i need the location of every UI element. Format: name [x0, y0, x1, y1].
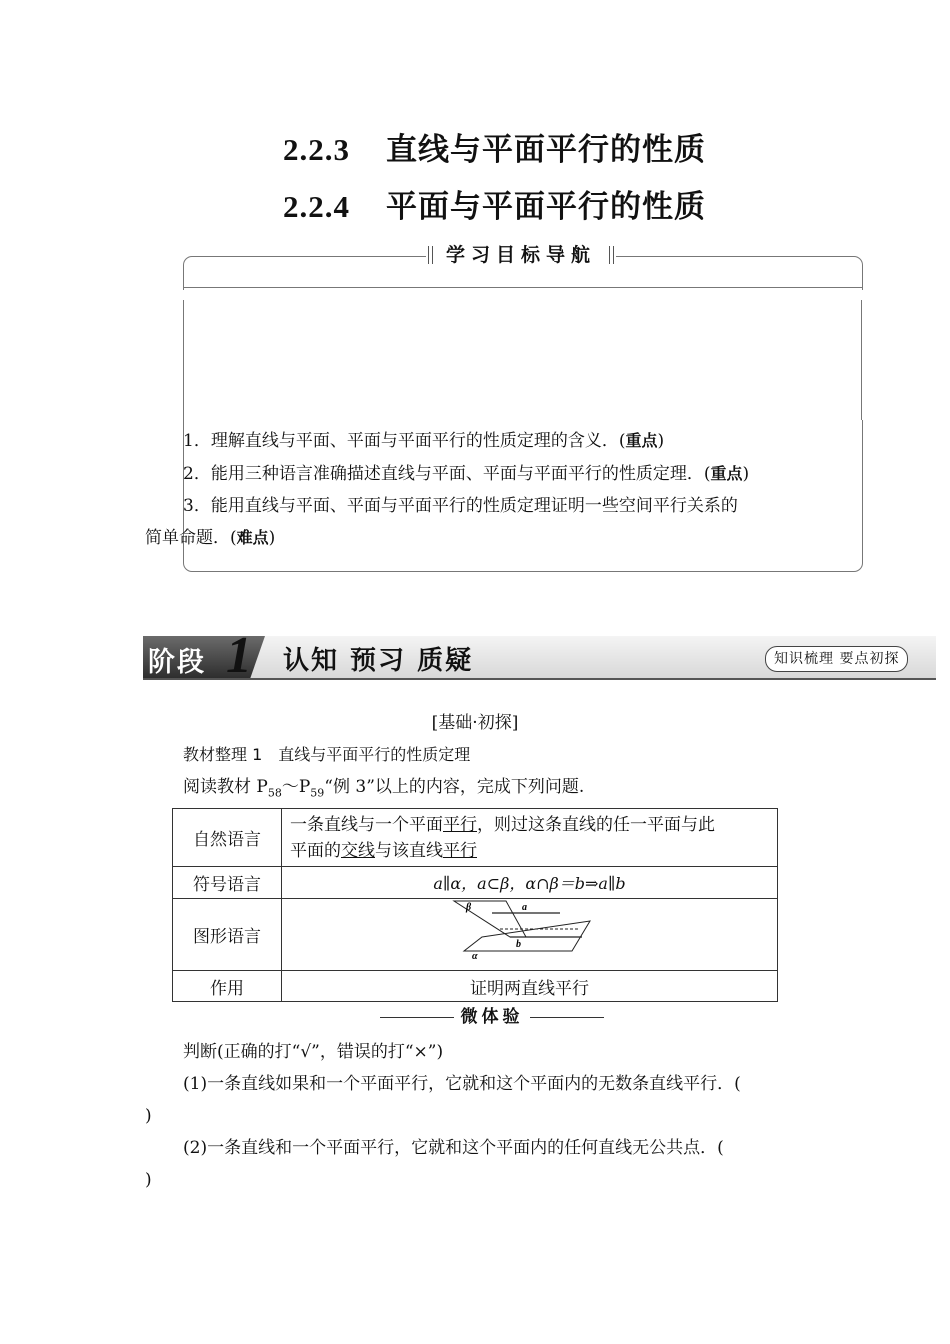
objective-item-continued: 简单命题．(难点)	[145, 528, 276, 548]
reading-instruction: 阅读教材 $P_{58}\sim P_{59}“$例 3”以上的内容，完成下列问题.	[183, 777, 585, 800]
natural-language-cell: 一条直线与一个平面平行，则过这条直线的任一平面与此 平面的交线与该直线平行	[282, 809, 778, 867]
label-a: a	[521, 902, 527, 913]
objective-item: 3．能用直线与平面、平面与平面平行的性质定理证明一些空间平行关系的	[183, 496, 738, 516]
micro-intro: 判断(正确的打“√”，错误的打“×”)	[183, 1042, 444, 1062]
row-label: 自然语言	[173, 809, 282, 867]
table-row	[173, 809, 778, 867]
row-label: 图形语言	[173, 899, 282, 971]
section-bracket: [基础·初探]	[431, 713, 519, 733]
section-number: 2.2.3	[283, 132, 350, 167]
objectives-frame-gap	[180, 290, 870, 420]
stage-label: 阶段	[148, 647, 206, 678]
label-beta: β	[465, 902, 471, 913]
row-label: 作用	[173, 971, 282, 1002]
stage-number: 1	[226, 627, 252, 684]
theorem-table	[172, 808, 778, 1002]
label-alpha: α	[471, 951, 478, 962]
stage-tag: 知识梳理 要点初探	[765, 646, 908, 672]
table-row	[173, 899, 778, 971]
row-label: 符号语言	[173, 867, 282, 899]
question-1-close: )	[145, 1106, 152, 1126]
objectives-divider	[183, 287, 863, 288]
plane-alpha	[464, 921, 590, 951]
figure-cell	[282, 899, 778, 971]
section-number: 2.2.4	[283, 189, 350, 224]
usage-cell: 证明两直线平行	[282, 971, 778, 1002]
objectives-side-line	[861, 300, 862, 420]
question-2: (2)一条直线和一个平面平行，它就和这个平面内的任何直线无公共点．(	[183, 1138, 724, 1158]
symbol-language-cell: a∥α，a⊂β，α∩β＝b⇒a∥b	[282, 867, 778, 899]
objective-item: 2．能用三种语言准确描述直线与平面、平面与平面平行的性质定理．(重点)	[183, 464, 750, 484]
question-2-close: )	[145, 1170, 152, 1190]
stage-title: 认知 预习 质疑	[283, 646, 474, 676]
question-1: (1)一条直线如果和一个平面平行，它就和这个平面内的无数条直线平行．(	[183, 1074, 741, 1094]
section-heading: 教材整理 1 直线与平面平行的性质定理	[183, 745, 471, 764]
table-row	[173, 971, 778, 1002]
label-b: b	[515, 939, 521, 950]
title-line-2	[283, 181, 706, 226]
section-title: 平面与平面平行的性质	[386, 189, 706, 225]
plane-figure	[450, 899, 610, 965]
objectives-side-line	[183, 300, 184, 420]
table-row	[173, 867, 778, 899]
objective-item: 1．理解直线与平面、平面与平面平行的性质定理的含义．(重点)	[183, 431, 665, 451]
title-line-1	[283, 124, 706, 169]
section-title: 直线与平面平行的性质	[386, 132, 706, 168]
micro-header: 微体验	[380, 1004, 604, 1030]
objectives-header: 学习目标导航	[426, 240, 616, 270]
